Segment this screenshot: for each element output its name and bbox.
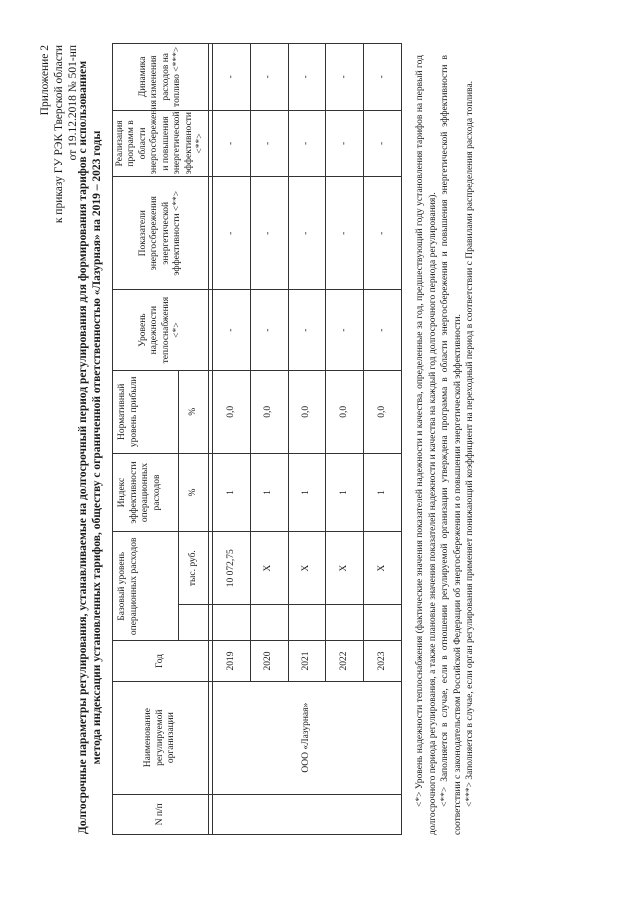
base-cell: Х [364,532,402,605]
appendix-date: от 19.12.2018 № 501-нп [67,45,79,161]
header-fuel: Динамика изменения расходов на топливо <***> [113,44,209,111]
energy-cell: - [213,177,251,290]
unit-profit: % [179,370,209,453]
footnote-energy: <**> Заполняется в случае, если в отношении регулируемой организации утверждена программа в области энергосбережения и повышения энергетической эффективности в соответствии с законодательством Российской Федерации об энергосбережении и о повышении энергетической эффективности. [440,55,463,835]
header-index: Индекс эффективности операционных расходов [113,453,179,532]
blank-cell [326,605,364,641]
profit-cell: 0,0 [288,370,326,453]
programs-cell: - [288,110,326,177]
reliability-cell: - [213,290,251,371]
unit-index: % [179,453,209,532]
reliability-cell: - [364,290,402,371]
index-cell: 1 [364,453,402,532]
reliability-cell: - [288,290,326,371]
fuel-cell: - [288,44,326,111]
appendix-order: к приказу ГУ РЭК Тверской области [53,45,65,224]
year-cell: 2019 [213,641,251,681]
profit-cell: 0,0 [213,370,251,453]
fuel-cell: - [364,44,402,111]
year-cell: 2023 [364,641,402,681]
base-cell: Х [250,532,288,605]
energy-cell: - [364,177,402,290]
base-cell: 10 072,75 [213,532,251,605]
energy-cell: - [326,177,364,290]
org-name: ООО «Лазурная» [213,681,402,794]
energy-cell: - [288,177,326,290]
fuel-cell: - [213,44,251,111]
year-cell: 2020 [250,641,288,681]
profit-cell: 0,0 [364,370,402,453]
parameters-table [112,43,402,835]
index-cell: 1 [250,453,288,532]
programs-cell: - [364,110,402,177]
fuel-cell: - [250,44,288,111]
title-line-1: Долгосрочные параметры регулирования, устанавливаемые на долгосрочный период регулирования для формирования тарифов с использованием [77,60,89,835]
header-num: N п/п [113,794,209,834]
footnotes [414,55,477,835]
year-cell: 2022 [326,641,364,681]
base-cell: Х [326,532,364,605]
programs-cell: - [250,110,288,177]
energy-cell: - [250,177,288,290]
appendix-number: Приложение 2 [39,45,51,116]
index-cell: 1 [213,453,251,532]
document-title [76,60,104,835]
blank-cell [288,605,326,641]
header-programs: Реализация программ в области энергосбережения и повышения энергетической эффективности <**> [113,110,209,177]
header-year: Год [113,641,209,681]
base-cell: Х [288,532,326,605]
header-base: Базовый уровень операционных расходов [113,532,179,641]
appendix-header [38,45,80,223]
index-cell: 1 [288,453,326,532]
header-org: Наименование регулируемой организации [113,681,209,794]
header-row [113,44,179,835]
fuel-cell: - [326,44,364,111]
row-num [213,794,402,834]
footnote-fuel: <***> Заполняется в случае, если орган регулирования применяет понижающий коэффициент на переходный период в соответствии с Правилами распределения расхода топлива. [465,80,475,807]
profit-cell: 0,0 [326,370,364,453]
title-line-2: метода индексации установленных тарифов, обществу с ограниченной ответственностью «Лазурная» на 2019 – 2023 годы [91,130,103,765]
header-profit: Нормативный уровень прибыли [113,370,179,453]
reliability-cell: - [250,290,288,371]
blank-cell [250,605,288,641]
blank-cell [179,605,209,641]
unit-base: тыс. руб. [179,532,209,605]
programs-cell: - [326,110,364,177]
year-cell: 2021 [288,641,326,681]
programs-cell: - [213,110,251,177]
header-reliability: Уровень надежности теплоснабжения <*> [113,290,209,371]
header-energy: Показатели энергосбережения энергетической эффективности <**> [113,177,209,290]
index-cell: 1 [326,453,364,532]
blank-cell [213,605,251,641]
blank-cell [364,605,402,641]
profit-cell: 0,0 [250,370,288,453]
reliability-cell: - [326,290,364,371]
table-row [213,44,251,835]
footnote-reliability: <*> Уровень надежности теплоснабжения (фактические значения показателей надежности и качества, определенные за год, предшествующий году установления тарифов на первый год долгосрочного периода регулирования, а также плановые значения показателей надежности и качества на каждый год долгосрочного периода регулирования). [415,55,438,835]
